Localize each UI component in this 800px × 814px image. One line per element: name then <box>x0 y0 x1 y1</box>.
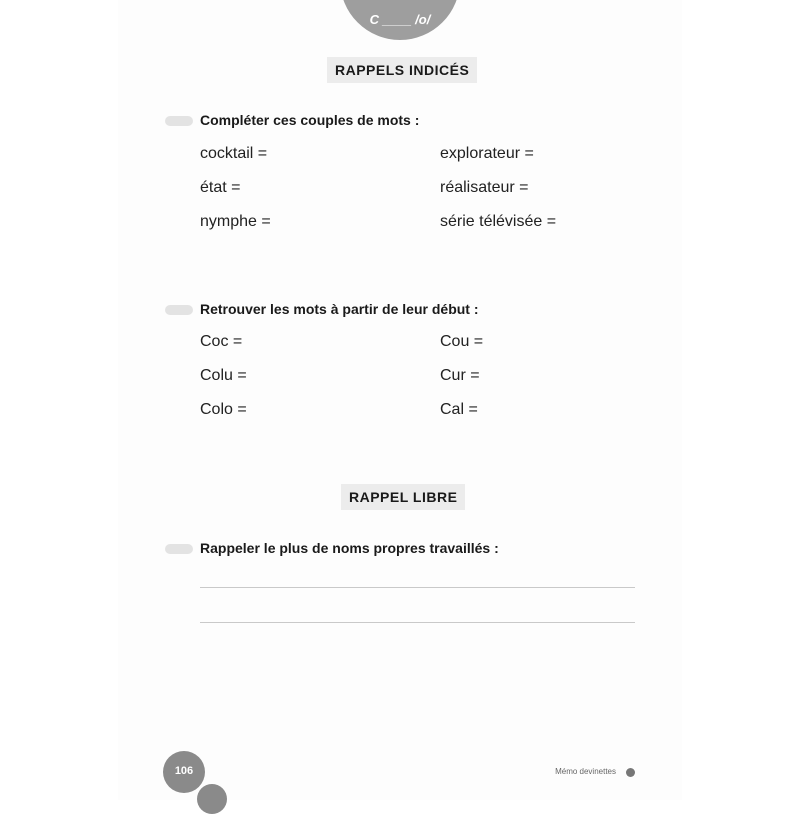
exercise-instruction: Compléter ces couples de mots : <box>200 112 420 128</box>
bullet-pill-icon <box>165 305 193 315</box>
page-number-badge-tail <box>197 784 227 814</box>
footer-dot-icon <box>626 768 635 777</box>
bullet-pill-icon <box>165 544 193 554</box>
exercise-instruction: Retrouver les mots à partir de leur début : <box>200 301 479 317</box>
word-item: Cur = <box>440 367 480 384</box>
header-badge-text: C ____ /o/ <box>369 12 431 27</box>
word-item: explorateur = <box>440 145 534 162</box>
section-title-rappels-indices: RAPPELS INDICÉS <box>327 57 477 83</box>
word-item: Cou = <box>440 333 484 350</box>
bullet-pill-icon <box>165 116 193 126</box>
section-title-rappel-libre: RAPPEL LIBRE <box>341 484 465 510</box>
word-item: état = <box>200 179 241 196</box>
word-item: nymphe = <box>200 213 271 230</box>
word-item: Colo = <box>200 401 247 418</box>
answer-line[interactable] <box>200 622 635 623</box>
page-number: 106 <box>174 765 194 777</box>
word-item: Coc = <box>200 333 243 350</box>
answer-line[interactable] <box>200 587 635 588</box>
word-item: cocktail = <box>200 145 268 162</box>
word-item: Cal = <box>440 401 478 418</box>
word-item: réalisateur = <box>440 179 529 196</box>
word-item: série télévisée = <box>440 213 557 230</box>
exercise-instruction: Rappeler le plus de noms propres travaillés : <box>200 540 499 556</box>
word-item: Colu = <box>200 367 247 384</box>
footer-book-title: Mémo devinettes <box>555 767 616 776</box>
